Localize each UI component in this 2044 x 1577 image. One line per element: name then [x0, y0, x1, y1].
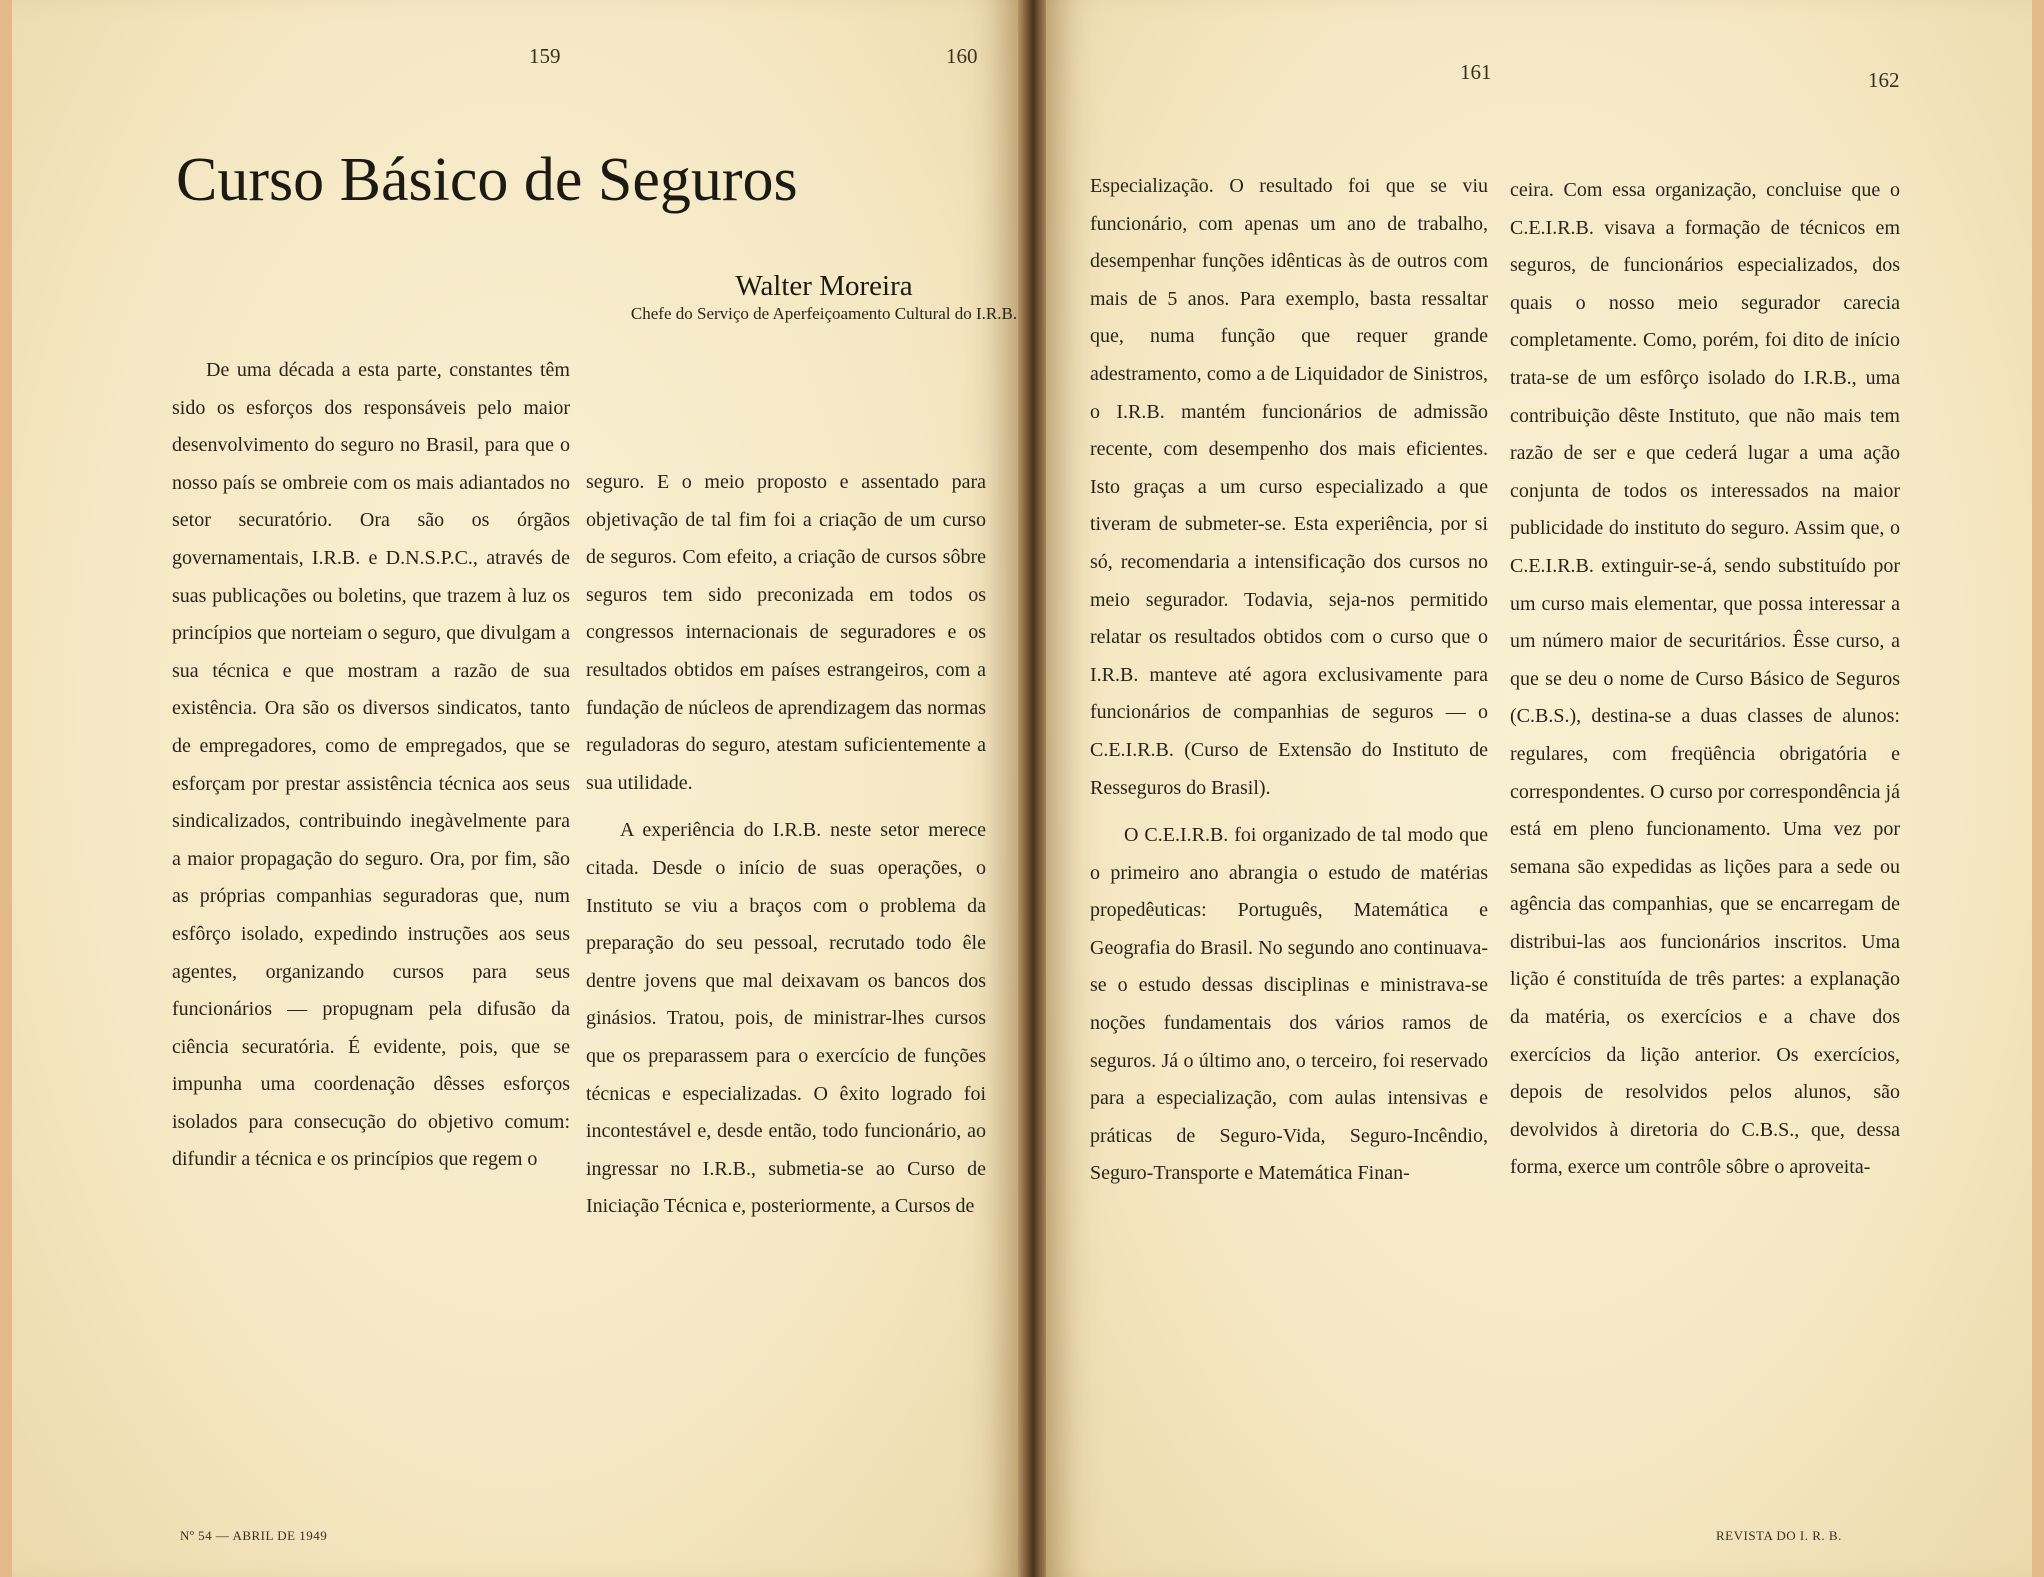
- text-column-1: [172, 352, 570, 1179]
- paragraph: seguro. E o meio proposto e assentado para objetivação de tal fim foi a criação de um curso de seguros. Com efeito, a criação de cursos sôbre seguros tem sido preconizada em todos os congressos internacionais de seguradores e os resultados obtidos em países estrangeiros, com a fundação de núcleos de aprendizagem das normas reguladoras do seguro, atestam suficientemente a sua utilidade.: [586, 471, 986, 794]
- text-column-2: [586, 464, 986, 1226]
- page-number: 160: [946, 44, 978, 68]
- footer-issue: Nº 54 — ABRIL DE 1949: [180, 1528, 328, 1543]
- paragraph: De uma década a esta parte, constantes têm sido os esforços dos responsáveis pelo maior desenvolvimento do seguro no Brasil, para que o nosso país se ombreie com os mais adiantados no setor securatório. Ora são os órgãos governamentais, I.R.B. e D.N.S.P.C., através de suas publicações ou boletins, que trazem à luz os princípios que norteiam o seguro, que divulgam a sua técnica e que mostram a razão de sua existência. Ora são os diversos sindicatos, tanto de empregadores, como de empregados, que se esforçam por prestar assistência técnica aos seus sindicalizados, contribuindo inegàvelmente para a maior propagação do seguro. Ora, por fim, são as próprias companhias seguradoras que, num esfôrço isolado, expedindo instruções aos seus agentes, organizando cursos para seus funcionários — propugnam pela difusão da ciência securatória. É evidente, pois, que se impunha uma coordenação dêsses esforços isolados para consecução do objetivo comum: difundir a técnica e os princípios que regem o: [172, 359, 570, 1171]
- page-number: 159: [529, 44, 561, 68]
- author-block: [624, 270, 1018, 325]
- paragraph: Especialização. O resultado foi que se viu funcionário, com apenas um ano de trabalho, desempenhar funções idênticas às de outros com mais de 5 anos. Para exemplo, basta ressaltar que, numa função que requer grande adestramento, como a de Liquidador de Sinistros, o I.R.B. mantém funcionários de admissão recente, com desempenho dos mais eficientes. Isto graças a um curso especializado a que tiveram de submeter-se. Esta experiência, por si só, recomendaria a intensificação dos cursos no meio segurador. Todavia, seja-nos permitido relatar os resultados obtidos com o curso que o I.R.B. manteve até agora exclusivamente para funcionários de companhias de seguros — o C.E.I.R.B. (Curso de Extensão do Instituto de Resseguros do Brasil).: [1090, 175, 1488, 799]
- paragraph: O C.E.I.R.B. foi organizado de tal modo que o primeiro ano abrangia o estudo de matérias propedêuticas: Português, Matemática e Geografia do Brasil. No segundo ano continuava-se o estudo dessas disciplinas e ministrava-se noções fundamentais dos vários ramos de seguros. Já o último ano, o terceiro, foi reservado para a especialização, com aulas intensivas e práticas de Seguro-Vida, Seguro-Incêndio, Seguro-Transporte e Matemática Finan-: [1090, 824, 1488, 1185]
- paragraph: ceira. Com essa organização, concluise que o C.E.I.R.B. visava a formação de técnicos em seguros, de funcionários especializados, dos quais o nosso meio segurador carecia completamente. Como, porém, foi dito de início trata-se de um esfôrço isolado do I.R.B., uma contribuição dêste Instituto, que não mais tem razão de ser e que cederá lugar a uma ação conjunta de todos os interessados na maior publicidade do instituto do seguro. Assim que, o C.E.I.R.B. extinguir-se-á, sendo substituído por um curso mais elementar, que possa interessar a um número maior de securitários. Êsse curso, a que se deu o nome de Curso Básico de Seguros (C.B.S.), destina-se a duas classes de alunos: regulares, com freqüência obrigatória e correspondentes. O curso por correspondência já está em pleno funcionamento. Uma vez por semana são expedidas as lições para a sede ou agência das companhias, que se encarregam de distribui-las aos funcionários inscritos. Uma lição é constituída de três partes: a explanação da matéria, os exercícios e a chave dos exercícios da lição anterior. Os exercícios, depois de resolvidos pelos alunos, são devolvidos à diretoria do C.B.S., que, dessa forma, exerce um contrôle sôbre o aproveita-: [1510, 179, 1900, 1179]
- right-page: [1046, 0, 2032, 1577]
- footer-journal: REVISTA DO I. R. B.: [1716, 1528, 1842, 1543]
- page-number: 162: [1868, 68, 1900, 92]
- text-column-4: [1510, 172, 1900, 1187]
- left-page: [12, 0, 1018, 1577]
- page-number: 161: [1460, 60, 1492, 84]
- author-name: Walter Moreira: [735, 270, 913, 302]
- book-gutter: [1018, 0, 1046, 1577]
- text-column-3: [1090, 168, 1488, 1193]
- author-role: Chefe do Serviço de Aperfeiçoamento Cultural do I.R.B.: [630, 304, 1018, 323]
- paragraph: A experiência do I.R.B. neste setor merece citada. Desde o início de suas operações, o Instituto se viu a braços com o problema da preparação do seu pessoal, recrutado todo êle dentre jovens que mal deixavam os bancos dos ginásios. Tratou, pois, de ministrar-lhes cursos que os preparassem para o exercício de funções técnicas e especializadas. O êxito logrado foi incontestável e, desde então, todo funcionário, ao ingressar no I.R.B., submetia-se ao Curso de Iniciação Técnica e, posteriormente, a Cursos de: [586, 819, 986, 1218]
- article-title: Curso Básico de Seguros: [176, 146, 798, 214]
